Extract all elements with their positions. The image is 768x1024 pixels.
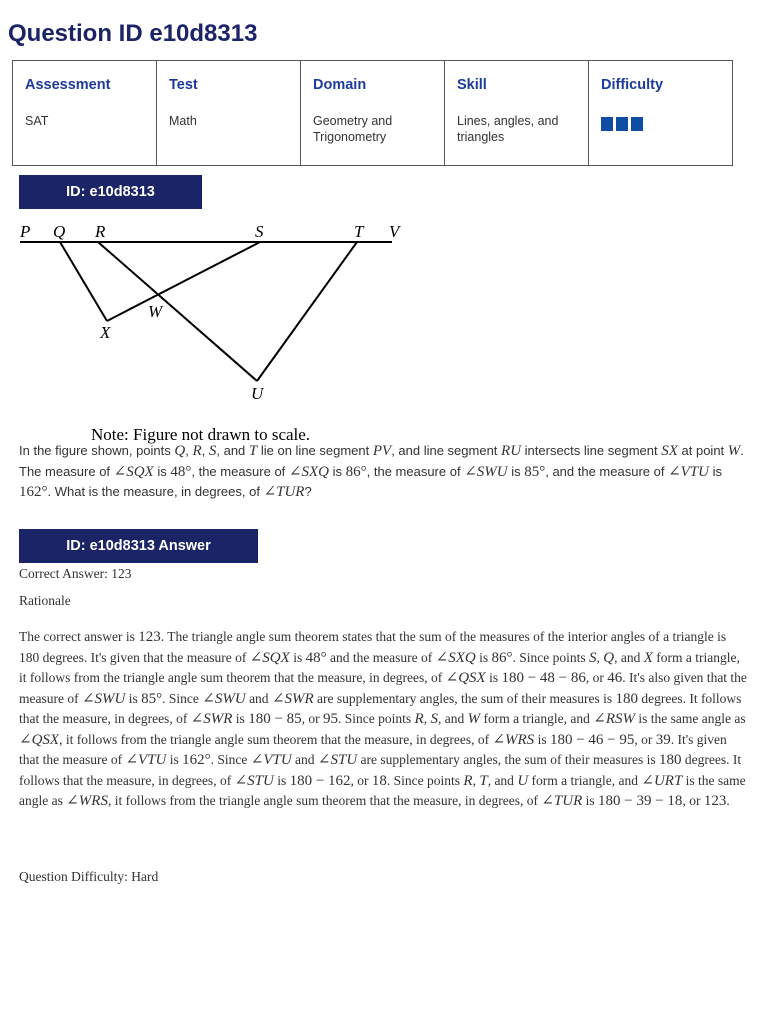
math-run: 180 − 39 − 18 xyxy=(598,793,683,809)
text-run: is xyxy=(232,711,249,726)
rationale-heading: Rationale xyxy=(19,593,71,608)
math-run: ∠SWU xyxy=(202,690,246,707)
text-run: is xyxy=(273,772,290,788)
label-point-s: S xyxy=(255,222,264,241)
text-run: are supplementary angles, the sum of their measures is xyxy=(357,752,659,767)
math-run: R xyxy=(192,443,202,459)
text-run: . xyxy=(726,793,730,808)
text-run: . What is the measure, in degrees, of xyxy=(47,484,264,499)
label-point-q: Q xyxy=(53,222,66,241)
label-point-x: X xyxy=(100,323,111,342)
meta-cell-skill xyxy=(445,61,589,166)
text-run: . Since points xyxy=(512,649,590,665)
meta-header: Assessment xyxy=(25,77,111,93)
math-run: 18 xyxy=(371,772,387,789)
meta-header: Difficulty xyxy=(601,77,664,93)
math-run: W xyxy=(467,711,481,727)
text-run: lie on line segment xyxy=(257,443,373,458)
text-run: , and the measure of xyxy=(545,463,669,479)
math-run: Q xyxy=(174,443,186,459)
math-run: 85° xyxy=(141,690,163,707)
difficulty-bar xyxy=(601,117,613,131)
text-run: , or xyxy=(585,670,608,685)
difficulty-bars xyxy=(601,117,720,131)
math-run: ∠WRS xyxy=(66,793,108,809)
text-run: . Since points xyxy=(386,772,464,788)
segment-xs xyxy=(107,242,260,321)
math-run: ∠VTU xyxy=(668,463,709,480)
label-point-t: T xyxy=(354,222,364,241)
math-run: ∠SQX xyxy=(249,649,290,666)
text-run: is xyxy=(289,649,306,665)
math-run: R xyxy=(463,772,473,789)
math-run: 123 xyxy=(703,793,727,809)
text-run: , xyxy=(472,772,480,788)
text-run: is xyxy=(534,731,550,747)
text-run: is xyxy=(582,793,599,808)
text-run: . Since xyxy=(210,752,251,767)
question-id-banner: ID: e10d8313 xyxy=(19,175,202,209)
text-run: is the same angle as xyxy=(19,772,746,808)
math-run: ∠RSW xyxy=(593,711,636,727)
meta-cell-domain xyxy=(301,61,445,166)
text-run: ? xyxy=(304,484,312,499)
figure-lines xyxy=(20,242,392,381)
math-run: 86° xyxy=(345,463,367,480)
math-run: 48° xyxy=(305,649,327,666)
label-point-w: W xyxy=(148,302,163,321)
math-run: ∠QSX xyxy=(19,731,60,748)
math-run: U xyxy=(517,772,529,789)
math-run: ∠STU xyxy=(234,772,274,789)
text-run: is xyxy=(485,670,502,685)
math-run: ∠SQX xyxy=(113,463,154,480)
text-run: . The measure of xyxy=(19,443,744,479)
math-run: 86° xyxy=(491,649,513,666)
label-point-r: R xyxy=(95,222,106,241)
text-run: is the same angle as xyxy=(635,711,746,726)
math-run: 123 xyxy=(138,629,161,645)
text-run: at point xyxy=(677,443,728,458)
math-run: S xyxy=(208,443,217,459)
math-run: 180 xyxy=(615,690,638,707)
meta-value: Lines, angles, and triangles xyxy=(457,114,559,144)
text-run: degrees. It follows that the measure, in degrees, of xyxy=(19,690,742,726)
math-run: 180 xyxy=(658,752,682,768)
math-run: 180 − 48 − 86 xyxy=(501,670,586,686)
text-run: and xyxy=(291,752,318,767)
text-run: , and xyxy=(614,649,644,665)
text-run: and xyxy=(245,690,272,706)
math-run: ∠VTU xyxy=(125,752,167,768)
math-run: ∠URT xyxy=(641,772,683,789)
meta-header: Skill xyxy=(457,77,487,93)
text-run: , it follows from the triangle angle sum theorem that the measure, in degrees, of xyxy=(59,731,493,747)
math-run: 95 xyxy=(323,711,339,727)
text-run: is xyxy=(166,752,183,767)
text-run: form a triangle, it follows from the triangle angle sum theorem that the measure, in degrees, of xyxy=(19,649,740,685)
math-run: ∠SWR xyxy=(271,690,314,707)
math-run: S xyxy=(589,649,597,666)
math-run: T xyxy=(248,443,258,459)
question-text xyxy=(19,441,744,503)
math-run: SX xyxy=(661,443,678,459)
math-run: ∠SWR xyxy=(190,711,233,727)
text-run: is xyxy=(153,463,171,479)
text-run: , or xyxy=(350,772,372,788)
text-run: , the measure of xyxy=(366,463,465,479)
meta-value: Geometry and Trigonometry xyxy=(313,114,393,144)
meta-cell-difficulty xyxy=(589,61,733,166)
math-run: R xyxy=(414,711,424,727)
text-run: is xyxy=(507,463,525,479)
meta-value: Math xyxy=(169,114,197,128)
meta-header: Test xyxy=(169,77,198,93)
text-run: and the measure of xyxy=(326,649,436,665)
math-run: ∠TUR xyxy=(541,793,583,809)
text-run: form a triangle, and xyxy=(528,772,642,788)
text-run: are supplementary angles, the sum of their measures is xyxy=(313,690,616,706)
text-run: . Since points xyxy=(338,711,415,726)
math-run: X xyxy=(643,649,653,666)
segment-ru xyxy=(98,242,257,381)
segment-qx xyxy=(60,242,107,321)
geometry-figure xyxy=(10,215,410,445)
math-run: Q xyxy=(603,649,615,666)
text-run: , the measure of xyxy=(191,463,289,479)
text-run: is xyxy=(125,690,142,706)
text-run: is xyxy=(475,649,492,665)
text-run: The correct answer is xyxy=(19,629,139,644)
math-run: S xyxy=(430,711,438,727)
math-run: T xyxy=(479,772,488,789)
text-run: , and line segment xyxy=(391,443,502,458)
text-run: , xyxy=(423,711,431,726)
text-run: . It's also given that the measure of xyxy=(19,670,747,706)
math-run: 180 − 162 xyxy=(289,772,351,789)
text-run: , it follows from the triangle angle sum theorem that the measure, in degrees, of xyxy=(107,793,542,808)
text-run: is xyxy=(708,463,722,479)
math-run: 180 − 46 − 95 xyxy=(549,731,635,748)
segment-ut xyxy=(257,242,357,381)
text-run: . It's given that the measure of xyxy=(19,731,727,767)
math-run: 162° xyxy=(182,752,211,768)
figure-note: Note: Figure not drawn to scale. xyxy=(91,425,311,444)
meta-cell-test xyxy=(157,61,301,166)
text-run: , and xyxy=(216,443,249,458)
page-title: Question ID e10d8313 xyxy=(8,20,258,47)
math-run: ∠SXQ xyxy=(288,463,329,480)
math-run: ∠SWU xyxy=(81,690,126,707)
text-run: intersects line segment xyxy=(521,443,662,458)
math-run: ∠QSX xyxy=(445,670,486,686)
math-run: 39 xyxy=(655,731,671,748)
math-run: 48° xyxy=(170,463,192,480)
math-run: RU xyxy=(501,443,522,459)
math-run: ∠TUR xyxy=(263,484,305,500)
math-run: 46 xyxy=(607,670,623,686)
math-run: ∠WRS xyxy=(492,731,535,748)
text-run: In the figure shown, points xyxy=(19,443,175,458)
text-run: , or xyxy=(682,793,704,808)
answer-id-banner: ID: e10d8313 Answer xyxy=(19,529,258,563)
text-run: form a triangle, and xyxy=(480,711,594,726)
math-run: 162° xyxy=(19,484,48,500)
text-run: . Since xyxy=(162,690,203,706)
math-run: 180 − 85 xyxy=(248,711,302,727)
text-run: , and xyxy=(487,772,518,788)
difficulty-bar xyxy=(631,117,643,131)
label-point-p: P xyxy=(20,222,31,241)
meta-value: SAT xyxy=(25,114,49,128)
math-run: ∠SWU xyxy=(464,463,508,480)
math-run: 85° xyxy=(524,463,546,480)
text-run: , or xyxy=(634,731,656,747)
correct-answer: Correct Answer: 123 xyxy=(19,566,132,581)
text-run: , or xyxy=(301,711,324,726)
math-run: ∠VTU xyxy=(250,752,292,768)
meta-cell-assessment xyxy=(13,61,157,166)
text-run: , xyxy=(596,649,604,665)
text-run: , xyxy=(185,443,193,458)
meta-header: Domain xyxy=(313,77,367,93)
label-point-v: V xyxy=(389,222,400,241)
text-run: is xyxy=(329,463,346,479)
label-point-u: U xyxy=(251,384,264,403)
text-run: , and xyxy=(437,711,468,726)
math-run: ∠SXQ xyxy=(435,649,476,666)
math-run: W xyxy=(727,443,741,459)
text-run: . The triangle angle sum theorem states that the sum of the measures of the interior angles of a triangle is 180 degrees. It's given that the measure of xyxy=(19,629,727,665)
math-run: ∠STU xyxy=(317,752,358,768)
question-difficulty: Question Difficulty: Hard xyxy=(19,869,159,884)
math-run: PV xyxy=(372,443,392,459)
question-meta-table xyxy=(12,60,733,166)
text-run: degrees. It follows that the measure, in degrees, of xyxy=(19,752,742,788)
difficulty-bar xyxy=(616,117,628,131)
text-run: , xyxy=(201,443,209,458)
rationale-text xyxy=(19,627,749,812)
